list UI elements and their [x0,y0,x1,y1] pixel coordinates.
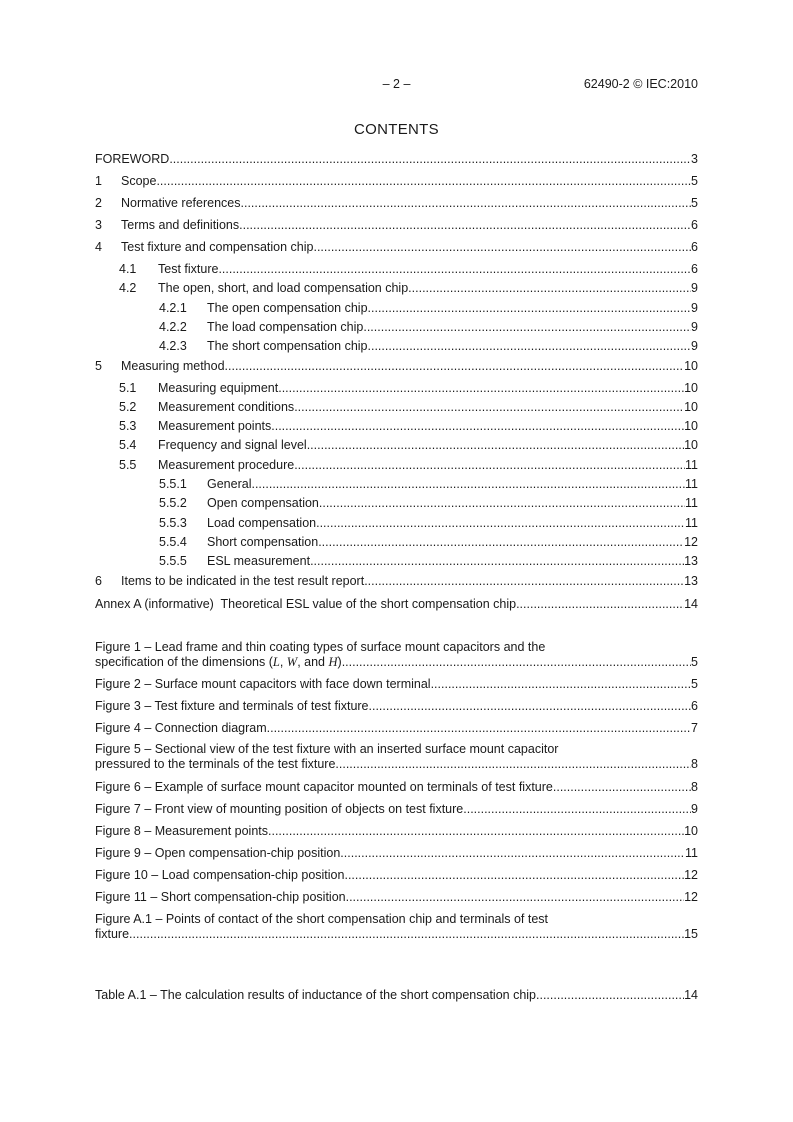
section-title: Scope [121,174,157,188]
toc-figure-1[interactable] [95,640,698,670]
leader-dots [239,218,691,233]
section-title: Measurement procedure [158,458,295,472]
page-ref: 9 [691,339,698,353]
leader-dots [268,824,684,839]
toc-entry[interactable] [95,218,698,233]
toc-entry[interactable] [95,262,698,277]
leader-dots [363,320,691,335]
leader-dots [368,339,692,354]
page-ref: 8 [691,780,698,794]
toc-label: Figure 3 – Test fixture and terminals of test fixture [95,699,369,713]
leader-dots [156,174,691,189]
leader-dots [251,477,685,492]
toc-table-a1[interactable] [95,988,698,1003]
section-number: 5.2 [119,400,137,414]
leader-dots [463,802,691,817]
page-number: – 2 – [382,77,411,91]
section-number: 5 [95,359,102,373]
toc-label: Figure 7 – Front view of mounting position of objects on test fixture [95,802,464,816]
leader-dots [313,240,691,255]
section-title: Measurement conditions [158,400,295,414]
toc-figure-5[interactable] [95,742,698,772]
leader-dots [431,677,691,692]
leader-dots [344,868,684,883]
dimension-w: W [286,655,298,669]
page-ref: 9 [691,301,698,315]
leader-dots [218,262,691,277]
toc-figure-1-line1: Figure 1 – Lead frame and thin coating types of surface mount capacitors and the [95,640,546,654]
section-number: 5.4 [119,438,137,452]
toc-label: Figure 2 – Surface mount capacitors with face down terminal [95,677,431,691]
toc-figure-5-line1: Figure 5 – Sectional view of the test fixture with an inserted surface mount capacitor [95,742,559,756]
page-ref: 8 [691,757,698,771]
leader-dots [408,281,691,296]
toc-figure-10[interactable] [95,868,698,883]
section-title: Frequency and signal level [158,438,307,452]
leader-dots [346,890,684,905]
page-ref: 11 [685,846,698,860]
section-title: Measurement points [158,419,272,433]
page-ref: 6 [691,218,698,232]
section-title: Normative references [121,196,241,210]
section-number: 5.5.4 [159,535,187,549]
toc-figure-a1-line1: Figure A.1 – Points of contact of the short compensation chip and terminals of test [95,912,549,926]
section-title: The open compensation chip [207,301,368,315]
section-title: ESL measurement [207,554,311,568]
section-title: Terms and definitions [121,218,240,232]
toc-entry[interactable] [95,240,698,255]
leader-dots [241,196,692,211]
page-ref: 9 [691,281,698,295]
toc-entry[interactable] [95,196,698,211]
toc-entry[interactable] [95,320,698,335]
toc-figure-a1[interactable] [95,912,698,942]
section-number: 5.5.3 [159,516,187,530]
toc-entry[interactable] [95,152,698,167]
toc-label: Figure 4 – Connection diagram [95,721,267,735]
leader-dots [294,458,685,473]
section-number: 5.5.5 [159,554,187,568]
section-title: The short compensation chip [207,339,368,353]
page-ref: 13 [684,574,698,588]
section-title: General [207,477,252,491]
leader-dots [316,516,685,531]
toc-entry[interactable] [95,301,698,316]
section-title: Test fixture and compensation chip [121,240,314,254]
toc-label: Figure 6 – Example of surface mount capacitor mounted on terminals of test fixture [95,780,553,794]
page-ref: 11 [685,516,698,530]
section-number: 1 [95,174,102,188]
leader-dots [553,780,691,795]
toc-figure-2[interactable] [95,677,698,692]
leader-dots [294,400,684,415]
toc-label: Figure 9 – Open compensation-chip position [95,846,341,860]
section-title: Annex A (informative) Theoretical ESL value of the short compensation chip [95,597,517,611]
leader-dots [129,927,684,942]
standard-reference: 62490-2 © IEC:2010 [583,77,698,91]
section-number: 4.2.3 [159,339,187,353]
page-ref: 12 [684,890,698,904]
leader-dots [536,988,684,1003]
page-ref: 9 [691,320,698,334]
toc-entry[interactable] [95,359,698,374]
section-number: 4.1 [119,262,137,276]
page-ref: 6 [691,240,698,254]
leader-dots [225,359,685,374]
dimension-h: H [328,655,338,669]
toc-entry[interactable] [95,574,698,589]
section-title: The open, short, and load compensation chip [158,281,409,295]
leader-dots [516,597,684,612]
toc-figure-a1-line2: fixture [95,927,130,941]
toc-figure-1-line2: specification of the dimensions (L, W, and H) [95,655,342,669]
page-ref: 10 [684,381,698,395]
section-number: 4.2.2 [159,320,187,334]
page-ref: 5 [691,677,698,691]
toc-entry[interactable] [95,281,698,296]
toc-figure-4[interactable] [95,721,698,736]
page-ref: 13 [684,554,698,568]
section-title: The load compensation chip [207,320,364,334]
toc-label: Figure 10 – Load compensation-chip position [95,868,345,882]
page-ref: 11 [685,496,698,510]
toc-figure-6[interactable] [95,780,698,795]
page-ref: 10 [684,419,698,433]
page-ref: 5 [691,655,698,669]
leader-dots [169,152,691,167]
toc-entry[interactable] [95,419,698,434]
page-ref: 6 [691,699,698,713]
section-number: 5.5 [119,458,137,472]
leader-dots [340,846,685,861]
toc-label: Figure 11 – Short compensation-chip position [95,890,346,904]
section-number: 6 [95,574,102,588]
section-number: 2 [95,196,102,210]
toc-entry[interactable] [95,496,698,511]
contents-title: CONTENTS [354,121,439,138]
leader-dots [318,535,684,550]
toc-figure-7[interactable] [95,802,698,817]
toc-entry[interactable] [95,438,698,453]
toc-figure-5-line2: pressured to the terminals of the test fixture [95,757,336,771]
leader-dots [342,655,691,670]
toc-figure-3[interactable] [95,699,698,714]
section-number: 4 [95,240,102,254]
page-ref: 12 [684,868,698,882]
toc-entry[interactable] [95,516,698,531]
page-ref: 6 [691,262,698,276]
toc-entry[interactable] [95,535,698,550]
page-ref: 3 [691,152,698,166]
leader-dots [368,301,692,316]
section-title: Open compensation [207,496,319,510]
toc-entry[interactable] [95,381,698,396]
page-ref: 10 [684,438,698,452]
page-ref: 11 [685,477,698,491]
section-number: 4.2 [119,281,137,295]
section-title: Load compensation [207,516,317,530]
dimension-l: L [272,655,280,669]
page-ref: 5 [691,196,698,210]
section-title: Measuring method [121,359,225,373]
section-title: Measuring equipment [158,381,279,395]
section-title: Test fixture [158,262,219,276]
leader-dots [319,496,685,511]
page-ref: 14 [684,988,698,1002]
section-title: Short compensation [207,535,319,549]
page-ref: 11 [685,458,698,472]
toc-figure-11[interactable] [95,890,698,905]
leader-dots [369,699,692,714]
leader-dots [307,438,684,453]
section-number: 5.1 [119,381,137,395]
page-ref: 10 [684,359,698,373]
toc-entry[interactable] [95,597,698,612]
page-ref: 14 [684,597,698,611]
toc-entry[interactable] [95,458,698,473]
section-number: 5.5.2 [159,496,187,510]
page-ref: 5 [691,174,698,188]
toc-label: Figure 8 – Measurement points [95,824,269,838]
page-ref: 10 [684,400,698,414]
leader-dots [271,419,684,434]
toc-entry[interactable] [95,477,698,492]
section-title: Items to be indicated in the test result report [121,574,365,588]
section-title: FOREWORD [95,152,170,166]
toc-entry[interactable] [95,174,698,189]
page-ref: 7 [691,721,698,735]
leader-dots [335,757,691,772]
toc-figure-8[interactable] [95,824,698,839]
leader-dots [364,574,684,589]
toc-label: Table A.1 – The calculation results of inductance of the short compensation chip [95,988,537,1002]
section-number: 4.2.1 [159,301,187,315]
toc-entry[interactable] [95,339,698,354]
section-number: 5.3 [119,419,137,433]
toc-entry[interactable] [95,554,698,569]
leader-dots [267,721,691,736]
section-number: 3 [95,218,102,232]
leader-dots [278,381,684,396]
toc-figure-9[interactable] [95,846,698,861]
toc-entry[interactable] [95,400,698,415]
page-ref: 9 [691,802,698,816]
section-number: 5.5.1 [159,477,187,491]
page-ref: 15 [684,927,698,941]
page-ref: 12 [684,535,698,549]
page-ref: 10 [684,824,698,838]
leader-dots [310,554,684,569]
